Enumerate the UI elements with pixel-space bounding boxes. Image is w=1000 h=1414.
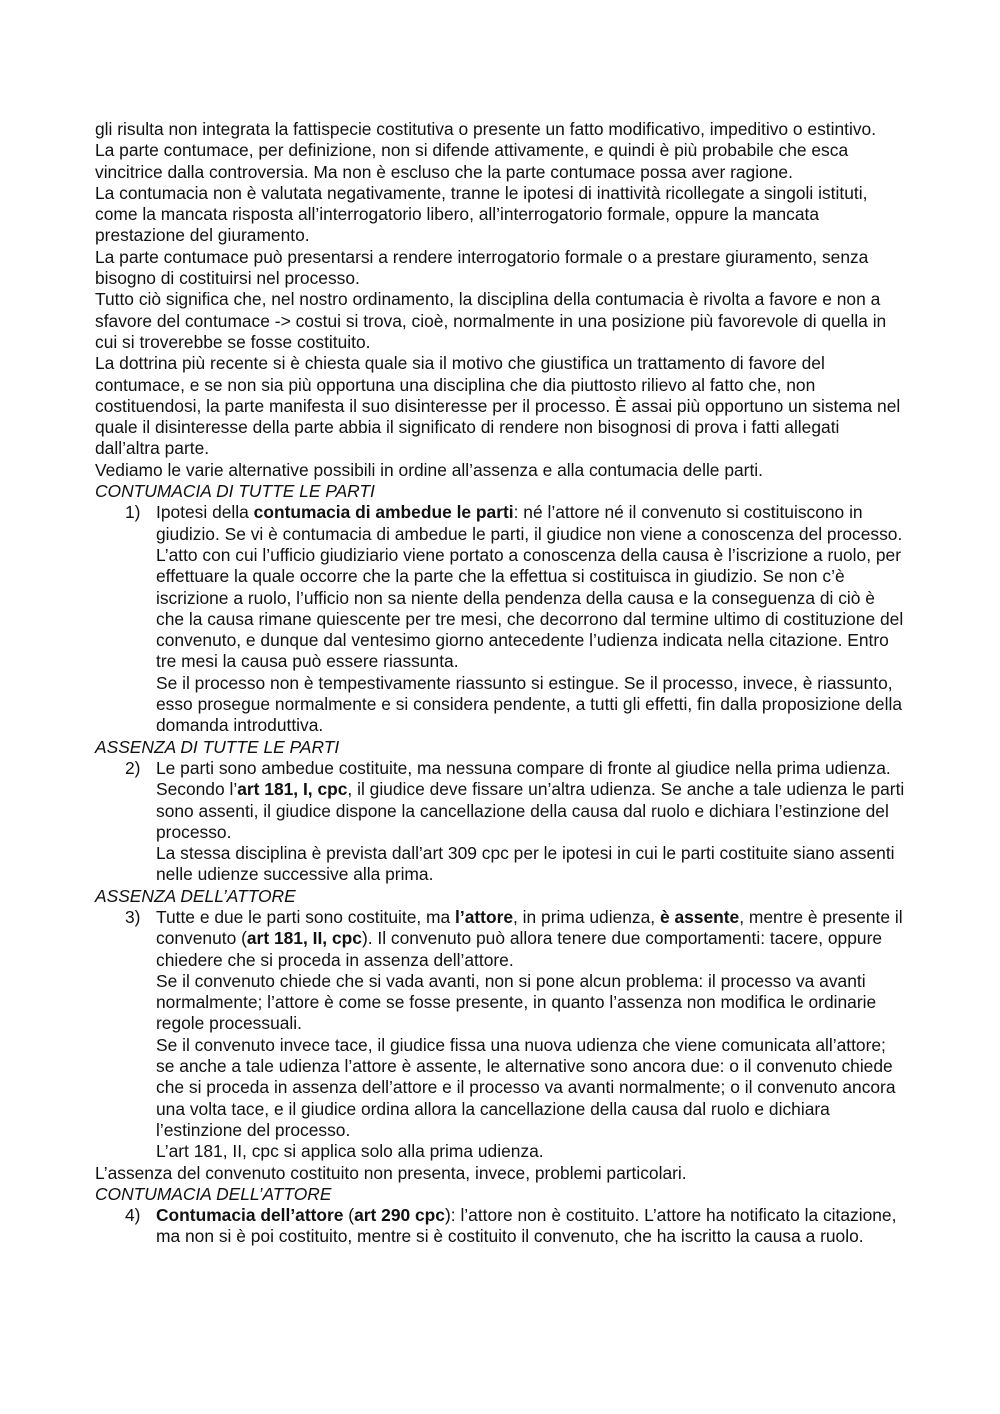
list-item-1 (95, 502, 905, 736)
list-number: 2) (125, 757, 141, 778)
list-item-text: La stessa disciplina è prevista dall’art 309 cpc per le ipotesi in cui le parti costituite siano assenti nelle udienze successive alla prima. (156, 843, 895, 885)
section-heading-contumacia-parti: CONTUMACIA DI TUTTE LE PARTI (95, 481, 375, 502)
bold-term: Contumacia dell’attore (156, 1205, 344, 1226)
list-item-4 (95, 1205, 905, 1248)
list-number: 3) (125, 906, 141, 927)
text-run: ): l’attore non è costituito. L’attore ha notificato la citazione, ma non si è poi costituito, mentre si è costituito il convenuto, che ha iscritto la causa a ruolo. (156, 1205, 897, 1247)
bold-term: art 290 cpc (354, 1205, 445, 1226)
text-run: ). Il convenuto può allora tenere due comportamenti: tacere, oppure chiedere che si proceda in assenza dell’attore. (156, 928, 883, 970)
text-run: , mentre è presente il convenuto ( (156, 906, 903, 949)
paragraph: La dottrina più recente si è chiesta quale sia il motivo che giustifica un trattamento di favore del contumace, e se non sia più opportuna una disciplina che dia piuttosto rilievo al fatto che, non costituendosi, la parte manifesta il suo disinteresse per il processo. È assai più opportuno un sistema nel quale il disinteresse della parte abbia il significato di rendere non bisognosi di prova i fatti allegati dall’altra parte. (95, 353, 901, 459)
document-body (95, 119, 905, 1248)
text-run: : né l’attore né il convenuto si costituiscono in giudizio. Se vi è contumacia di ambedue le parti, il giudice non viene a conoscenza del processo. L’atto con cui l’ufficio giudiziario viene portato a conoscenza della causa è l’iscrizione a ruolo, per effettuare la quale occorre che la parte che la effettua si costituisca in giudizio. Se non c’è iscrizione a ruolo, l’ufficio non sa niente della pendenza della causa e la conseguenza di ciò è che la causa rimane quiescente per tre mesi, che decorrono dal termine ultimo di costituzione del convenuto, e dunque dal ventesimo giorno antecedente l’udienza indicata nella citazione. Entro tre mesi la causa può essere riassunta. (156, 502, 904, 672)
paragraph: La parte contumace, per definizione, non si difende attivamente, e quindi è più probabile che esca vincitrice dalla controversia. Ma non è escluso che la parte contumace possa aver ragione. (95, 140, 849, 182)
section-heading-contumacia-attore: CONTUMACIA DELL’ATTORE (95, 1183, 332, 1204)
list-item-text: Se il processo non è tempestivamente riassunto si estingue. Se il processo, invece, è riassunto, esso prosegue normalmente e si considera pendente, a tutti gli effetti, fin dalla proposizione della domanda introduttiva. (156, 672, 903, 736)
text-run: ( (343, 1205, 355, 1226)
paragraph: Vediamo le varie alternative possibili in ordine all’assenza e alla contumacia delle parti. (95, 459, 763, 480)
list-item-text (156, 1205, 905, 1248)
bold-term: contumacia di ambedue le parti (253, 502, 514, 523)
bold-term: l’attore (455, 906, 514, 927)
list-item-text: Se il convenuto chiede che si vada avanti, non si pone alcun problema: il processo va avanti normalmente; l’attore è come se fosse presente, in quanto l’assenza non modifica le ordinarie regole processuali. (156, 970, 877, 1034)
text-run: Secondo l’ (156, 779, 238, 800)
paragraph: L’assenza del convenuto costituito non presenta, invece, problemi particolari. (95, 1162, 687, 1183)
paragraph: Tutto ciò significa che, nel nostro ordinamento, la disciplina della contumacia è rivolta a favore e non a sfavore del contumace -> costui si trova, cioè, normalmente in una posizione più favorevole di quella in cui si troverebbe se fosse costituito. (95, 289, 887, 352)
list-item-text: Le parti sono ambedue costituite, ma nessuna compare di fronte al giudice nella prima udienza. (156, 757, 891, 778)
text-run: Ipotesi della (156, 502, 254, 523)
text-run: Tutte e due le parti sono costituite, ma (156, 906, 456, 927)
list-item-text (156, 907, 905, 971)
list-item-2 (95, 758, 905, 886)
bold-term: art 181, I, cpc (237, 779, 348, 800)
section-heading-assenza-parti: ASSENZA DI TUTTE LE PARTI (95, 736, 340, 757)
section-heading-assenza-attore: ASSENZA DELL’ATTORE (95, 885, 296, 906)
bold-term: art 181, II, cpc (246, 928, 362, 949)
text-run: , in prima udienza, (513, 906, 660, 927)
list-item-text (156, 779, 905, 843)
text-run: , il giudice deve fissare un’altra udienza. Se anche a tale udienza le parti sono assenti, il giudice dispone la cancellazione della causa dal ruolo e dichiara l’estinzione del processo. (156, 779, 905, 842)
bold-term: è assente (659, 906, 740, 927)
list-item-text (156, 502, 905, 672)
list-number: 4) (125, 1205, 141, 1226)
list-item-text: Se il convenuto invece tace, il giudice fissa una nuova udienza che viene comunicata all’attore; se anche a tale udienza l’attore è assente, le alternative sono ancora due: o il convenuto chiede che si proceda in assenza dell’attore e il processo va avanti normalmente; o il convenuto ancora una volta tace, e il giudice ordina allora la cancellazione della causa dal ruolo e dichiara l’estinzione del processo. (156, 1034, 896, 1140)
list-item-text: L’art 181, II, cpc si applica solo alla prima udienza. (156, 1141, 544, 1162)
list-number: 1) (125, 502, 141, 523)
paragraph: La contumacia non è valutata negativamente, tranne le ipotesi di inattività ricollegate a singoli istituti, come la mancata risposta all’interrogatorio libero, all’interrogatorio formale, oppure la mancata prestazione del giuramento. (95, 182, 868, 246)
paragraph: La parte contumace può presentarsi a rendere interrogatorio formale o a prestare giuramento, senza bisogno di costituirsi nel processo. (95, 246, 869, 289)
list-item-3 (95, 907, 905, 1163)
paragraph: gli risulta non integrata la fattispecie costitutiva o presente un fatto modificativo, impeditivo o estintivo. (95, 119, 877, 139)
